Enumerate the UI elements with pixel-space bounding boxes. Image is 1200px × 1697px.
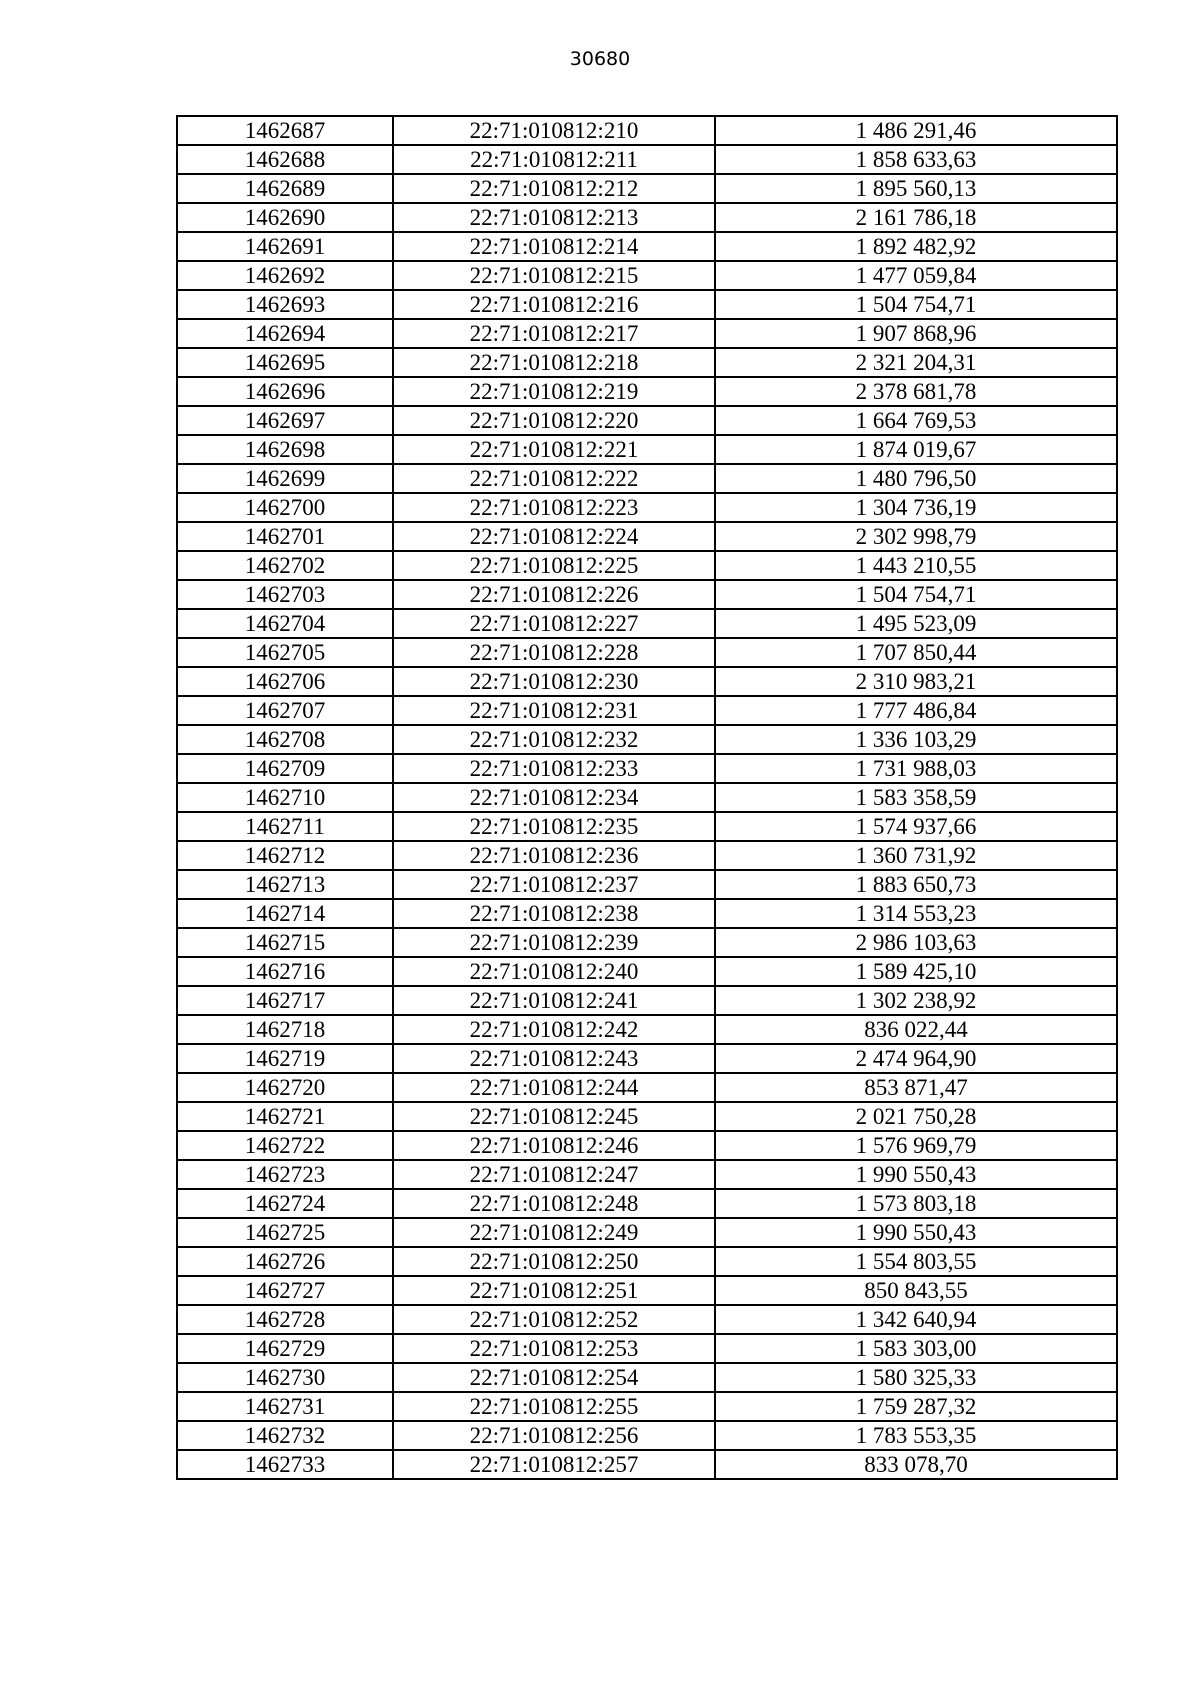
record-id-cell: 1462697	[177, 406, 393, 435]
cadastral-number-cell: 22:71:010812:236	[393, 841, 715, 870]
table-row	[177, 580, 1117, 609]
cadastral-number-cell: 22:71:010812:213	[393, 203, 715, 232]
cadastral-number-cell: 22:71:010812:222	[393, 464, 715, 493]
data-table	[176, 115, 1118, 1480]
table-row	[177, 725, 1117, 754]
value-cell: 2 378 681,78	[715, 377, 1117, 406]
cadastral-number-cell: 22:71:010812:239	[393, 928, 715, 957]
value-cell: 1 589 425,10	[715, 957, 1117, 986]
value-cell: 1 583 303,00	[715, 1334, 1117, 1363]
record-id-cell: 1462732	[177, 1421, 393, 1450]
record-id-cell: 1462702	[177, 551, 393, 580]
value-cell: 1 583 358,59	[715, 783, 1117, 812]
record-id-cell: 1462721	[177, 1102, 393, 1131]
record-id-cell: 1462705	[177, 638, 393, 667]
record-id-cell: 1462695	[177, 348, 393, 377]
table-row	[177, 754, 1117, 783]
record-id-cell: 1462717	[177, 986, 393, 1015]
cadastral-number-cell: 22:71:010812:237	[393, 870, 715, 899]
table-row	[177, 145, 1117, 174]
table-row	[177, 116, 1117, 145]
record-id-cell: 1462701	[177, 522, 393, 551]
table-row	[177, 232, 1117, 261]
value-cell: 2 321 204,31	[715, 348, 1117, 377]
record-id-cell: 1462692	[177, 261, 393, 290]
record-id-cell: 1462699	[177, 464, 393, 493]
cadastral-number-cell: 22:71:010812:230	[393, 667, 715, 696]
cadastral-number-cell: 22:71:010812:251	[393, 1276, 715, 1305]
cadastral-number-cell: 22:71:010812:235	[393, 812, 715, 841]
table-row	[177, 348, 1117, 377]
value-cell: 836 022,44	[715, 1015, 1117, 1044]
record-id-cell: 1462696	[177, 377, 393, 406]
record-id-cell: 1462718	[177, 1015, 393, 1044]
value-cell: 1 504 754,71	[715, 290, 1117, 319]
table-row	[177, 406, 1117, 435]
cadastral-number-cell: 22:71:010812:219	[393, 377, 715, 406]
value-cell: 2 302 998,79	[715, 522, 1117, 551]
record-id-cell: 1462690	[177, 203, 393, 232]
cadastral-number-cell: 22:71:010812:212	[393, 174, 715, 203]
table-row	[177, 841, 1117, 870]
cadastral-number-cell: 22:71:010812:231	[393, 696, 715, 725]
record-id-cell: 1462711	[177, 812, 393, 841]
cadastral-number-cell: 22:71:010812:228	[393, 638, 715, 667]
value-cell: 1 360 731,92	[715, 841, 1117, 870]
cadastral-number-cell: 22:71:010812:252	[393, 1305, 715, 1334]
value-cell: 1 576 969,79	[715, 1131, 1117, 1160]
table-row	[177, 319, 1117, 348]
cadastral-number-cell: 22:71:010812:227	[393, 609, 715, 638]
value-cell: 1 486 291,46	[715, 116, 1117, 145]
cadastral-number-cell: 22:71:010812:234	[393, 783, 715, 812]
value-cell: 1 573 803,18	[715, 1189, 1117, 1218]
table-row	[177, 870, 1117, 899]
cadastral-number-cell: 22:71:010812:245	[393, 1102, 715, 1131]
table-row	[177, 261, 1117, 290]
table-row	[177, 1102, 1117, 1131]
table-row	[177, 986, 1117, 1015]
cadastral-number-cell: 22:71:010812:216	[393, 290, 715, 319]
cadastral-number-cell: 22:71:010812:217	[393, 319, 715, 348]
page-number: 30680	[569, 48, 631, 70]
value-cell: 1 336 103,29	[715, 725, 1117, 754]
cadastral-number-cell: 22:71:010812:215	[393, 261, 715, 290]
value-cell: 1 777 486,84	[715, 696, 1117, 725]
table-row	[177, 377, 1117, 406]
value-cell: 850 843,55	[715, 1276, 1117, 1305]
cadastral-number-cell: 22:71:010812:256	[393, 1421, 715, 1450]
value-cell: 1 443 210,55	[715, 551, 1117, 580]
table-row	[177, 203, 1117, 232]
record-id-cell: 1462725	[177, 1218, 393, 1247]
value-cell: 1 783 553,35	[715, 1421, 1117, 1450]
record-id-cell: 1462688	[177, 145, 393, 174]
cadastral-number-cell: 22:71:010812:247	[393, 1160, 715, 1189]
table-row	[177, 522, 1117, 551]
table-row	[177, 290, 1117, 319]
table-row	[177, 1305, 1117, 1334]
table-row	[177, 1044, 1117, 1073]
record-id-cell: 1462687	[177, 116, 393, 145]
value-cell: 1 874 019,67	[715, 435, 1117, 464]
record-id-cell: 1462698	[177, 435, 393, 464]
record-id-cell: 1462707	[177, 696, 393, 725]
value-cell: 1 504 754,71	[715, 580, 1117, 609]
table-row	[177, 1392, 1117, 1421]
record-id-cell: 1462693	[177, 290, 393, 319]
cadastral-number-cell: 22:71:010812:243	[393, 1044, 715, 1073]
record-id-cell: 1462726	[177, 1247, 393, 1276]
record-id-cell: 1462727	[177, 1276, 393, 1305]
table-row	[177, 1218, 1117, 1247]
cadastral-number-cell: 22:71:010812:233	[393, 754, 715, 783]
table-row	[177, 1131, 1117, 1160]
table-row	[177, 957, 1117, 986]
record-id-cell: 1462710	[177, 783, 393, 812]
value-cell: 2 986 103,63	[715, 928, 1117, 957]
record-id-cell: 1462709	[177, 754, 393, 783]
value-cell: 1 858 633,63	[715, 145, 1117, 174]
table-row	[177, 1450, 1117, 1479]
table-row	[177, 1363, 1117, 1392]
record-id-cell: 1462715	[177, 928, 393, 957]
record-id-cell: 1462712	[177, 841, 393, 870]
value-cell: 1 314 553,23	[715, 899, 1117, 928]
table-row	[177, 1276, 1117, 1305]
value-cell: 1 707 850,44	[715, 638, 1117, 667]
table-row	[177, 812, 1117, 841]
value-cell: 853 871,47	[715, 1073, 1117, 1102]
value-cell: 1 895 560,13	[715, 174, 1117, 203]
table-body	[177, 116, 1117, 1479]
table-row	[177, 174, 1117, 203]
cadastral-number-cell: 22:71:010812:225	[393, 551, 715, 580]
cadastral-number-cell: 22:71:010812:224	[393, 522, 715, 551]
value-cell: 1 580 325,33	[715, 1363, 1117, 1392]
value-cell: 1 907 868,96	[715, 319, 1117, 348]
cadastral-number-cell: 22:71:010812:223	[393, 493, 715, 522]
value-cell: 2 021 750,28	[715, 1102, 1117, 1131]
value-cell: 1 480 796,50	[715, 464, 1117, 493]
value-cell: 1 574 937,66	[715, 812, 1117, 841]
record-id-cell: 1462706	[177, 667, 393, 696]
record-id-cell: 1462691	[177, 232, 393, 261]
record-id-cell: 1462714	[177, 899, 393, 928]
table-row	[177, 783, 1117, 812]
cadastral-number-cell: 22:71:010812:226	[393, 580, 715, 609]
record-id-cell: 1462720	[177, 1073, 393, 1102]
cadastral-number-cell: 22:71:010812:253	[393, 1334, 715, 1363]
cadastral-number-cell: 22:71:010812:244	[393, 1073, 715, 1102]
value-cell: 1 731 988,03	[715, 754, 1117, 783]
cadastral-number-cell: 22:71:010812:248	[393, 1189, 715, 1218]
record-id-cell: 1462700	[177, 493, 393, 522]
record-id-cell: 1462703	[177, 580, 393, 609]
table-row	[177, 899, 1117, 928]
record-id-cell: 1462729	[177, 1334, 393, 1363]
cadastral-number-cell: 22:71:010812:254	[393, 1363, 715, 1392]
table-row	[177, 1247, 1117, 1276]
cadastral-number-cell: 22:71:010812:218	[393, 348, 715, 377]
value-cell: 1 990 550,43	[715, 1218, 1117, 1247]
table-row	[177, 638, 1117, 667]
value-cell: 1 477 059,84	[715, 261, 1117, 290]
cadastral-number-cell: 22:71:010812:214	[393, 232, 715, 261]
cadastral-number-cell: 22:71:010812:250	[393, 1247, 715, 1276]
value-cell: 1 554 803,55	[715, 1247, 1117, 1276]
record-id-cell: 1462724	[177, 1189, 393, 1218]
cadastral-number-cell: 22:71:010812:240	[393, 957, 715, 986]
cadastral-number-cell: 22:71:010812:249	[393, 1218, 715, 1247]
value-cell: 1 664 769,53	[715, 406, 1117, 435]
value-cell: 833 078,70	[715, 1450, 1117, 1479]
cadastral-number-cell: 22:71:010812:257	[393, 1450, 715, 1479]
record-id-cell: 1462719	[177, 1044, 393, 1073]
value-cell: 2 161 786,18	[715, 203, 1117, 232]
table-row	[177, 696, 1117, 725]
record-id-cell: 1462689	[177, 174, 393, 203]
value-cell: 1 495 523,09	[715, 609, 1117, 638]
value-cell: 2 474 964,90	[715, 1044, 1117, 1073]
value-cell: 1 990 550,43	[715, 1160, 1117, 1189]
record-id-cell: 1462694	[177, 319, 393, 348]
cadastral-number-cell: 22:71:010812:238	[393, 899, 715, 928]
record-id-cell: 1462728	[177, 1305, 393, 1334]
cadastral-number-cell: 22:71:010812:221	[393, 435, 715, 464]
table-row	[177, 1421, 1117, 1450]
table-row	[177, 1160, 1117, 1189]
cadastral-number-cell: 22:71:010812:255	[393, 1392, 715, 1421]
table-row	[177, 928, 1117, 957]
value-cell: 2 310 983,21	[715, 667, 1117, 696]
value-cell: 1 304 736,19	[715, 493, 1117, 522]
cadastral-number-cell: 22:71:010812:242	[393, 1015, 715, 1044]
table-row	[177, 551, 1117, 580]
cadastral-number-cell: 22:71:010812:241	[393, 986, 715, 1015]
record-id-cell: 1462713	[177, 870, 393, 899]
value-cell: 1 302 238,92	[715, 986, 1117, 1015]
value-cell: 1 759 287,32	[715, 1392, 1117, 1421]
table-row	[177, 609, 1117, 638]
table-row	[177, 435, 1117, 464]
table-row	[177, 1015, 1117, 1044]
table-row	[177, 493, 1117, 522]
table-row	[177, 1073, 1117, 1102]
cadastral-number-cell: 22:71:010812:220	[393, 406, 715, 435]
record-id-cell: 1462722	[177, 1131, 393, 1160]
record-id-cell: 1462704	[177, 609, 393, 638]
table-row	[177, 667, 1117, 696]
cadastral-number-cell: 22:71:010812:211	[393, 145, 715, 174]
record-id-cell: 1462716	[177, 957, 393, 986]
table-row	[177, 1189, 1117, 1218]
cadastral-number-cell: 22:71:010812:232	[393, 725, 715, 754]
value-cell: 1 892 482,92	[715, 232, 1117, 261]
record-id-cell: 1462723	[177, 1160, 393, 1189]
value-cell: 1 342 640,94	[715, 1305, 1117, 1334]
record-id-cell: 1462731	[177, 1392, 393, 1421]
record-id-cell: 1462708	[177, 725, 393, 754]
table-row	[177, 464, 1117, 493]
table-row	[177, 1334, 1117, 1363]
cadastral-number-cell: 22:71:010812:210	[393, 116, 715, 145]
record-id-cell: 1462730	[177, 1363, 393, 1392]
record-id-cell: 1462733	[177, 1450, 393, 1479]
value-cell: 1 883 650,73	[715, 870, 1117, 899]
cadastral-number-cell: 22:71:010812:246	[393, 1131, 715, 1160]
